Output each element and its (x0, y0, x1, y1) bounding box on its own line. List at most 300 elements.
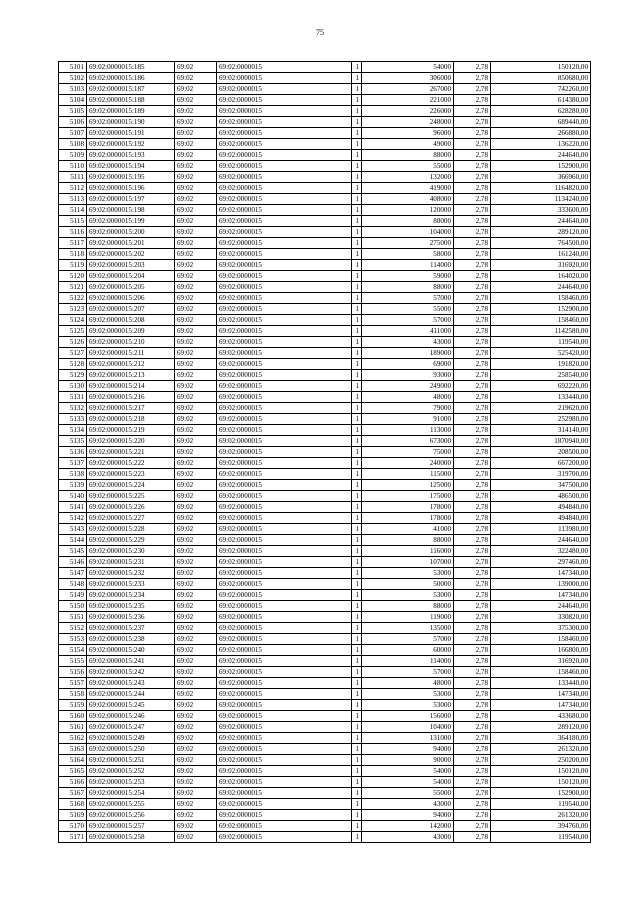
rate-cell: 2,78 (454, 799, 491, 810)
table-row (59, 535, 591, 546)
block-number-cell: 69:02:0000015 (217, 73, 352, 84)
row-number-cell: 5104 (59, 95, 87, 106)
cadastral-value-cell: 850680,00 (491, 73, 591, 84)
row-number-cell: 5140 (59, 491, 87, 502)
cadastral-value-cell: 133440,00 (491, 678, 591, 689)
block-number-cell: 69:02:0000015 (217, 469, 352, 480)
area-cell: 267000 (362, 84, 454, 95)
area-cell: 43000 (362, 799, 454, 810)
rate-cell: 2,78 (454, 172, 491, 183)
table-row (59, 73, 591, 84)
cadastral-value-cell: 394760,00 (491, 821, 591, 832)
region-code-cell: 69:02 (175, 348, 217, 359)
rate-cell: 2,78 (454, 447, 491, 458)
cadastral-value-cell: 150120,00 (491, 766, 591, 777)
cadastral-number-cell: 69:02:0000015:227 (87, 513, 175, 524)
row-number-cell: 5168 (59, 799, 87, 810)
row-number-cell: 5162 (59, 733, 87, 744)
table-row (59, 117, 591, 128)
count-cell: 1 (352, 447, 362, 458)
cadastral-value-cell: 152900,00 (491, 304, 591, 315)
rate-cell: 2,78 (454, 557, 491, 568)
count-cell: 1 (352, 425, 362, 436)
block-number-cell: 69:02:0000015 (217, 271, 352, 282)
row-number-cell: 5110 (59, 161, 87, 172)
rate-cell: 2,78 (454, 689, 491, 700)
area-cell: 57000 (362, 293, 454, 304)
area-cell: 55000 (362, 304, 454, 315)
cadastral-number-cell: 69:02:0000015:241 (87, 656, 175, 667)
rate-cell: 2,78 (454, 106, 491, 117)
area-cell: 48000 (362, 678, 454, 689)
region-code-cell: 69:02 (175, 315, 217, 326)
row-number-cell: 5136 (59, 447, 87, 458)
rate-cell: 2,78 (454, 601, 491, 612)
cadastral-value-cell: 152900,00 (491, 788, 591, 799)
block-number-cell: 69:02:0000015 (217, 293, 352, 304)
table-row (59, 810, 591, 821)
cadastral-value-cell: 147340,00 (491, 689, 591, 700)
area-cell: 93000 (362, 370, 454, 381)
cadastral-number-cell: 69:02:0000015:250 (87, 744, 175, 755)
row-number-cell: 5122 (59, 293, 87, 304)
rate-cell: 2,78 (454, 205, 491, 216)
table-row (59, 348, 591, 359)
rate-cell: 2,78 (454, 128, 491, 139)
area-cell: 54000 (362, 766, 454, 777)
row-number-cell: 5121 (59, 282, 87, 293)
table-row (59, 799, 591, 810)
cadastral-number-cell: 69:02:0000015:238 (87, 634, 175, 645)
row-number-cell: 5160 (59, 711, 87, 722)
cadastral-value-cell: 119540,00 (491, 337, 591, 348)
row-number-cell: 5169 (59, 810, 87, 821)
row-number-cell: 5159 (59, 700, 87, 711)
area-cell: 90000 (362, 755, 454, 766)
block-number-cell: 69:02:0000015 (217, 95, 352, 106)
table-row (59, 95, 591, 106)
table-row (59, 194, 591, 205)
cadastral-number-cell: 69:02:0000015:224 (87, 480, 175, 491)
cadastral-value-cell: 158460,00 (491, 634, 591, 645)
cadastral-value-cell: 158460,00 (491, 293, 591, 304)
cadastral-value-cell: 113980,00 (491, 524, 591, 535)
cadastral-value-cell: 150120,00 (491, 62, 591, 73)
region-code-cell: 69:02 (175, 128, 217, 139)
count-cell: 1 (352, 260, 362, 271)
block-number-cell: 69:02:0000015 (217, 502, 352, 513)
region-code-cell: 69:02 (175, 524, 217, 535)
area-cell: 408000 (362, 194, 454, 205)
count-cell: 1 (352, 436, 362, 447)
rate-cell: 2,78 (454, 95, 491, 106)
cadastral-number-cell: 69:02:0000015:196 (87, 183, 175, 194)
region-code-cell: 69:02 (175, 502, 217, 513)
row-number-cell: 5146 (59, 557, 87, 568)
cadastral-number-cell: 69:02:0000015:222 (87, 458, 175, 469)
cadastral-number-cell: 69:02:0000015:249 (87, 733, 175, 744)
block-number-cell: 69:02:0000015 (217, 260, 352, 271)
block-number-cell: 69:02:0000015 (217, 205, 352, 216)
cadastral-number-cell: 69:02:0000015:229 (87, 535, 175, 546)
block-number-cell: 69:02:0000015 (217, 315, 352, 326)
cadastral-value-cell: 764500,00 (491, 238, 591, 249)
table-row (59, 161, 591, 172)
cadastral-value-cell: 289120,00 (491, 227, 591, 238)
table-row (59, 590, 591, 601)
count-cell: 1 (352, 348, 362, 359)
cadastral-number-cell: 69:02:0000015:237 (87, 623, 175, 634)
rate-cell: 2,78 (454, 810, 491, 821)
row-number-cell: 5158 (59, 689, 87, 700)
row-number-cell: 5103 (59, 84, 87, 95)
row-number-cell: 5150 (59, 601, 87, 612)
cadastral-number-cell: 69:02:0000015:217 (87, 403, 175, 414)
count-cell: 1 (352, 623, 362, 634)
cadastral-value-cell: 244640,00 (491, 535, 591, 546)
rate-cell: 2,78 (454, 315, 491, 326)
block-number-cell: 69:02:0000015 (217, 194, 352, 205)
cadastral-value-cell: 667200,00 (491, 458, 591, 469)
count-cell: 1 (352, 161, 362, 172)
area-cell: 419000 (362, 183, 454, 194)
table-row (59, 755, 591, 766)
table-row (59, 513, 591, 524)
cadastral-number-cell: 69:02:0000015:254 (87, 788, 175, 799)
cadastral-number-cell: 69:02:0000015:228 (87, 524, 175, 535)
area-cell: 57000 (362, 315, 454, 326)
row-number-cell: 5128 (59, 359, 87, 370)
cadastral-number-cell: 69:02:0000015:221 (87, 447, 175, 458)
count-cell: 1 (352, 304, 362, 315)
count-cell: 1 (352, 557, 362, 568)
area-cell: 49000 (362, 139, 454, 150)
cadastral-value-cell: 166800,00 (491, 645, 591, 656)
cadastral-value-cell: 244640,00 (491, 150, 591, 161)
cadastral-number-cell: 69:02:0000015:206 (87, 293, 175, 304)
table-row (59, 414, 591, 425)
count-cell: 1 (352, 172, 362, 183)
row-number-cell: 5134 (59, 425, 87, 436)
region-code-cell: 69:02 (175, 381, 217, 392)
row-number-cell: 5151 (59, 612, 87, 623)
block-number-cell: 69:02:0000015 (217, 557, 352, 568)
count-cell: 1 (352, 832, 362, 843)
region-code-cell: 69:02 (175, 293, 217, 304)
block-number-cell: 69:02:0000015 (217, 282, 352, 293)
count-cell: 1 (352, 568, 362, 579)
cadastral-value-cell: 1142580,00 (491, 326, 591, 337)
cadastral-value-cell: 244640,00 (491, 601, 591, 612)
area-cell: 221000 (362, 95, 454, 106)
rate-cell: 2,78 (454, 491, 491, 502)
area-cell: 91000 (362, 414, 454, 425)
table-row (59, 601, 591, 612)
area-cell: 114000 (362, 260, 454, 271)
cadastral-number-cell: 69:02:0000015:231 (87, 557, 175, 568)
count-cell: 1 (352, 656, 362, 667)
row-number-cell: 5127 (59, 348, 87, 359)
count-cell: 1 (352, 139, 362, 150)
table-row (59, 722, 591, 733)
block-number-cell: 69:02:0000015 (217, 238, 352, 249)
table-row (59, 392, 591, 403)
block-number-cell: 69:02:0000015 (217, 337, 352, 348)
cadastral-number-cell: 69:02:0000015:189 (87, 106, 175, 117)
table-row (59, 304, 591, 315)
area-cell: 53000 (362, 700, 454, 711)
area-cell: 175000 (362, 491, 454, 502)
cadastral-number-cell: 69:02:0000015:202 (87, 249, 175, 260)
row-number-cell: 5109 (59, 150, 87, 161)
count-cell: 1 (352, 216, 362, 227)
count-cell: 1 (352, 458, 362, 469)
row-number-cell: 5170 (59, 821, 87, 832)
region-code-cell: 69:02 (175, 480, 217, 491)
block-number-cell: 69:02:0000015 (217, 601, 352, 612)
region-code-cell: 69:02 (175, 634, 217, 645)
block-number-cell: 69:02:0000015 (217, 128, 352, 139)
table-row (59, 205, 591, 216)
block-number-cell: 69:02:0000015 (217, 722, 352, 733)
row-number-cell: 5139 (59, 480, 87, 491)
table-row (59, 128, 591, 139)
block-number-cell: 69:02:0000015 (217, 524, 352, 535)
rate-cell: 2,78 (454, 502, 491, 513)
rate-cell: 2,78 (454, 227, 491, 238)
table-row (59, 425, 591, 436)
block-number-cell: 69:02:0000015 (217, 821, 352, 832)
block-number-cell: 69:02:0000015 (217, 392, 352, 403)
block-number-cell: 69:02:0000015 (217, 689, 352, 700)
block-number-cell: 69:02:0000015 (217, 810, 352, 821)
count-cell: 1 (352, 326, 362, 337)
area-cell: 178000 (362, 502, 454, 513)
area-cell: 120000 (362, 205, 454, 216)
region-code-cell: 69:02 (175, 777, 217, 788)
count-cell: 1 (352, 601, 362, 612)
region-code-cell: 69:02 (175, 304, 217, 315)
row-number-cell: 5133 (59, 414, 87, 425)
region-code-cell: 69:02 (175, 766, 217, 777)
block-number-cell: 69:02:0000015 (217, 799, 352, 810)
region-code-cell: 69:02 (175, 733, 217, 744)
row-number-cell: 5164 (59, 755, 87, 766)
region-code-cell: 69:02 (175, 117, 217, 128)
row-number-cell: 5131 (59, 392, 87, 403)
row-number-cell: 5156 (59, 667, 87, 678)
region-code-cell: 69:02 (175, 139, 217, 150)
count-cell: 1 (352, 733, 362, 744)
count-cell: 1 (352, 95, 362, 106)
cadastral-number-cell: 69:02:0000015:232 (87, 568, 175, 579)
block-number-cell: 69:02:0000015 (217, 227, 352, 238)
row-number-cell: 5163 (59, 744, 87, 755)
area-cell: 132000 (362, 172, 454, 183)
area-cell: 53000 (362, 568, 454, 579)
row-number-cell: 5154 (59, 645, 87, 656)
block-number-cell: 69:02:0000015 (217, 326, 352, 337)
rate-cell: 2,78 (454, 425, 491, 436)
area-cell: 107000 (362, 557, 454, 568)
rate-cell: 2,78 (454, 436, 491, 447)
table-row (59, 766, 591, 777)
rate-cell: 2,78 (454, 293, 491, 304)
cadastral-number-cell: 69:02:0000015:213 (87, 370, 175, 381)
area-cell: 189000 (362, 348, 454, 359)
area-cell: 50000 (362, 579, 454, 590)
block-number-cell: 69:02:0000015 (217, 216, 352, 227)
cadastral-value-cell: 433680,00 (491, 711, 591, 722)
cadastral-value-cell: 314140,00 (491, 425, 591, 436)
rate-cell: 2,78 (454, 524, 491, 535)
row-number-cell: 5118 (59, 249, 87, 260)
count-cell: 1 (352, 535, 362, 546)
region-code-cell: 69:02 (175, 337, 217, 348)
count-cell: 1 (352, 612, 362, 623)
table-row (59, 381, 591, 392)
rate-cell: 2,78 (454, 568, 491, 579)
cadastral-value-cell: 261320,00 (491, 810, 591, 821)
area-cell: 75000 (362, 447, 454, 458)
cadastral-number-cell: 69:02:0000015:230 (87, 546, 175, 557)
page-number: 75 (316, 28, 324, 37)
block-number-cell: 69:02:0000015 (217, 832, 352, 843)
block-number-cell: 69:02:0000015 (217, 568, 352, 579)
row-number-cell: 5152 (59, 623, 87, 634)
row-number-cell: 5144 (59, 535, 87, 546)
block-number-cell: 69:02:0000015 (217, 150, 352, 161)
rate-cell: 2,78 (454, 282, 491, 293)
row-number-cell: 5132 (59, 403, 87, 414)
block-number-cell: 69:02:0000015 (217, 788, 352, 799)
cadastral-number-cell: 69:02:0000015:185 (87, 62, 175, 73)
region-code-cell: 69:02 (175, 238, 217, 249)
count-cell: 1 (352, 678, 362, 689)
cadastral-value-cell: 1870940,00 (491, 436, 591, 447)
row-number-cell: 5138 (59, 469, 87, 480)
count-cell: 1 (352, 480, 362, 491)
count-cell: 1 (352, 469, 362, 480)
rate-cell: 2,78 (454, 678, 491, 689)
count-cell: 1 (352, 370, 362, 381)
row-number-cell: 5147 (59, 568, 87, 579)
block-number-cell: 69:02:0000015 (217, 755, 352, 766)
count-cell: 1 (352, 645, 362, 656)
region-code-cell: 69:02 (175, 645, 217, 656)
rate-cell: 2,78 (454, 700, 491, 711)
region-code-cell: 69:02 (175, 799, 217, 810)
cadastral-number-cell: 69:02:0000015:207 (87, 304, 175, 315)
area-cell: 53000 (362, 689, 454, 700)
rate-cell: 2,78 (454, 458, 491, 469)
rate-cell: 2,78 (454, 821, 491, 832)
row-number-cell: 5166 (59, 777, 87, 788)
region-code-cell: 69:02 (175, 436, 217, 447)
block-number-cell: 69:02:0000015 (217, 447, 352, 458)
area-cell: 113000 (362, 425, 454, 436)
cadastral-number-cell: 69:02:0000015:203 (87, 260, 175, 271)
rate-cell: 2,78 (454, 139, 491, 150)
rate-cell: 2,78 (454, 348, 491, 359)
table-row (59, 656, 591, 667)
area-cell: 53000 (362, 590, 454, 601)
table-row (59, 711, 591, 722)
row-number-cell: 5142 (59, 513, 87, 524)
block-number-cell: 69:02:0000015 (217, 590, 352, 601)
area-cell: 59000 (362, 271, 454, 282)
table-body (59, 62, 591, 843)
row-number-cell: 5149 (59, 590, 87, 601)
region-code-cell: 69:02 (175, 744, 217, 755)
count-cell: 1 (352, 117, 362, 128)
block-number-cell: 69:02:0000015 (217, 656, 352, 667)
count-cell: 1 (352, 282, 362, 293)
cadastral-value-cell: 494840,00 (491, 513, 591, 524)
count-cell: 1 (352, 84, 362, 95)
area-cell: 58000 (362, 249, 454, 260)
cadastral-value-cell: 375300,00 (491, 623, 591, 634)
cadastral-value-cell: 244640,00 (491, 216, 591, 227)
count-cell: 1 (352, 799, 362, 810)
rate-cell: 2,78 (454, 722, 491, 733)
cadastral-number-cell: 69:02:0000015:210 (87, 337, 175, 348)
table-row (59, 546, 591, 557)
cadastral-number-cell: 69:02:0000015:233 (87, 579, 175, 590)
region-code-cell: 69:02 (175, 271, 217, 282)
count-cell: 1 (352, 755, 362, 766)
cadastral-number-cell: 69:02:0000015:245 (87, 700, 175, 711)
count-cell: 1 (352, 249, 362, 260)
rate-cell: 2,78 (454, 403, 491, 414)
block-number-cell: 69:02:0000015 (217, 546, 352, 557)
cadastral-number-cell: 69:02:0000015:226 (87, 502, 175, 513)
region-code-cell: 69:02 (175, 832, 217, 843)
region-code-cell: 69:02 (175, 722, 217, 733)
table-row (59, 249, 591, 260)
area-cell: 178000 (362, 513, 454, 524)
table-row (59, 260, 591, 271)
table-row (59, 216, 591, 227)
cadastral-value-cell: 158460,00 (491, 667, 591, 678)
region-code-cell: 69:02 (175, 227, 217, 238)
table-row (59, 524, 591, 535)
area-cell: 411000 (362, 326, 454, 337)
cadastral-number-cell: 69:02:0000015:209 (87, 326, 175, 337)
table-row (59, 172, 591, 183)
cadastral-value-cell: 322480,00 (491, 546, 591, 557)
block-number-cell: 69:02:0000015 (217, 183, 352, 194)
rate-cell: 2,78 (454, 744, 491, 755)
rate-cell: 2,78 (454, 733, 491, 744)
region-code-cell: 69:02 (175, 568, 217, 579)
table-row (59, 403, 591, 414)
area-cell: 79000 (362, 403, 454, 414)
cadastral-value-cell: 119540,00 (491, 832, 591, 843)
cadastral-number-cell: 69:02:0000015:257 (87, 821, 175, 832)
region-code-cell: 69:02 (175, 821, 217, 832)
cadastral-number-cell: 69:02:0000015:220 (87, 436, 175, 447)
region-code-cell: 69:02 (175, 403, 217, 414)
table-row (59, 645, 591, 656)
table-row (59, 326, 591, 337)
row-number-cell: 5161 (59, 722, 87, 733)
row-number-cell: 5114 (59, 205, 87, 216)
region-code-cell: 69:02 (175, 282, 217, 293)
area-cell: 55000 (362, 161, 454, 172)
row-number-cell: 5111 (59, 172, 87, 183)
count-cell: 1 (352, 513, 362, 524)
